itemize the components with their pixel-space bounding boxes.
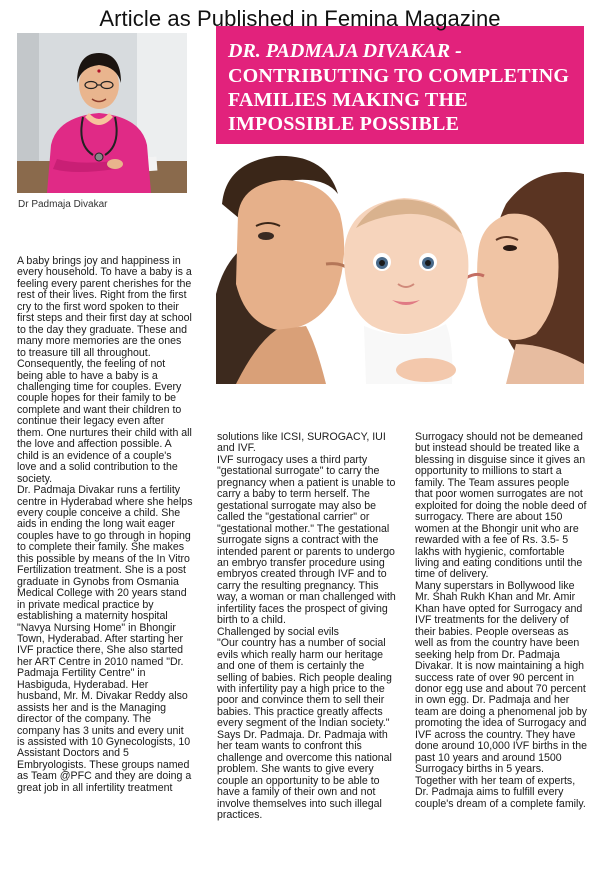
paragraph: Surrogacy should not be demeaned but instead should be treated like a blessing in disguise since it gives an opportunity to millions to start a family. The Team assures people that poor women surrogates are not exploited for doing the noble deed of surrogacy. There are about 150 women at the Bhongir unit who are rewarded with a fee of Rs. 3.5- 5 lakhs with hygienic, comfortable living and eating conditions until the time of delivery. xyxy=(415,431,587,581)
paragraph: A baby brings joy and happiness in every household. To have a baby is a feeling every parent cherishes for the rest of their lives. Right from the first cry to the first word spoken to their first steps and their first day at school to the day they graduate. These and many more memories are the ones to treasure till all throughout. xyxy=(17,255,192,359)
article-column-2 xyxy=(217,432,397,821)
banner-title-line-1: DR. PADMAJA DIVAKAR - xyxy=(228,40,462,62)
paragraph: Many superstars in Bollywood like Mr. Shah Rukh Khan and Mr. Amir Khan have opted for Surrogacy and IVF treatments for the delivery of their babies. People overseas as well as from the country have been seeking help from Dr. Padmaja Divakar. It is now maintaining a high success rate of over 90 percent in donor egg use and about 70 percent in own egg. Dr. Padmaja and her team are doing a phenomenal job by promoting the idea of Surrogacy and IVF across the country. They have done around 10,000 IVF births in the past 10 years and around 1500 Surrogacy births in 5 years. Together with her team of experts, Dr. Padmaja aims to fulfill every couple's dream of a complete family. xyxy=(415,579,587,810)
paragraph: "Our country has a number of social evils which really harm our heritage and one of them is certainly the selling of babies. Rich people dealing with infertility pay a high price to the poor and convince them to sell their babies. This practice greatly affects every segment of the Indian society." Says Dr. Padmaja. Dr. Padmaja with her team wants to confront this challenge and overcome this national problem. She wants to give every couple an opportunity to be able to have a family of their own and not involve themselves into such illegal practices. xyxy=(217,637,392,821)
article-title-banner xyxy=(216,26,584,144)
page-overlay-title: Article as Published in Femina Magazine xyxy=(99,6,501,31)
paragraph: solutions like ICSI, SUROGACY, IUI and IVF. xyxy=(217,431,386,455)
banner-title-line-2: CONTRIBUTING TO COMPLETING xyxy=(228,65,570,87)
portrait-illustration xyxy=(17,33,187,193)
article-column-1 xyxy=(17,256,193,794)
subheading: Challenged by social evils xyxy=(217,625,339,638)
family-kissing-baby-photo xyxy=(216,144,584,384)
family-illustration xyxy=(216,144,584,384)
banner-title-line-3: FAMILIES MAKING THE xyxy=(228,89,468,111)
doctor-portrait-photo xyxy=(17,33,187,193)
paragraph: Dr. Padmaja Divakar runs a fertility centre in Hyderabad where she helps every couple conceive a child. She aids in ending the long wait eager couples have to go through in hoping to complete their family. She makes this possible by means of the In Vitro Fertilization treatment. She is a post graduate in Gynobs from Osmania Medical College with 20 years stand in private medical practice by establishing a maternity hospital "Navya Nursing Home" in Bhongir Town, Hyderabad. After starting her IVF practice there, She also started her ART Centre in 2010 named "Dr. Padmaja Fertility Centre" in Hasbiguda, Hyderabad. Her husband, Mr. M. Divakar Reddy also assists her and is the Managing director of the company. The company has 3 units and every unit is assisted with 10 Gynecologists, 10 Assistant Doctors and 5 Embryologists. These groups named as Team @PFC and they are doing a great job in all infertility treatment xyxy=(17,484,193,794)
banner-title-line-4: IMPOSSIBLE POSSIBLE xyxy=(228,113,460,135)
portrait-caption: Dr Padmaja Divakar xyxy=(18,199,108,210)
paragraph: IVF surrogacy uses a third party "gestational surrogate" to carry the pregnancy when a patient is unable to carry a baby to term herself. The gestational surrogate may also be called the "gestational carrier" or "gestational mother." The gestational surrogate signs a contract with the intended parent or parents to undergo an embryo transfer procedure using embryos created through IVF and to carry the resulting pregnancy. This way, a woman or man challenged with infertility faces the prospect of giving birth to a child. xyxy=(217,453,396,627)
paragraph: Consequently, the feeling of not being able to have a baby is a challenging time for couples. Every couple hopes for their family to be complete and want their children to continue their legacy even after them. One nurtures their child with all the love and affection possible. A child is an evidence of a couple's love and a solid contribution to the society. xyxy=(17,358,192,485)
article-column-3 xyxy=(415,432,587,810)
